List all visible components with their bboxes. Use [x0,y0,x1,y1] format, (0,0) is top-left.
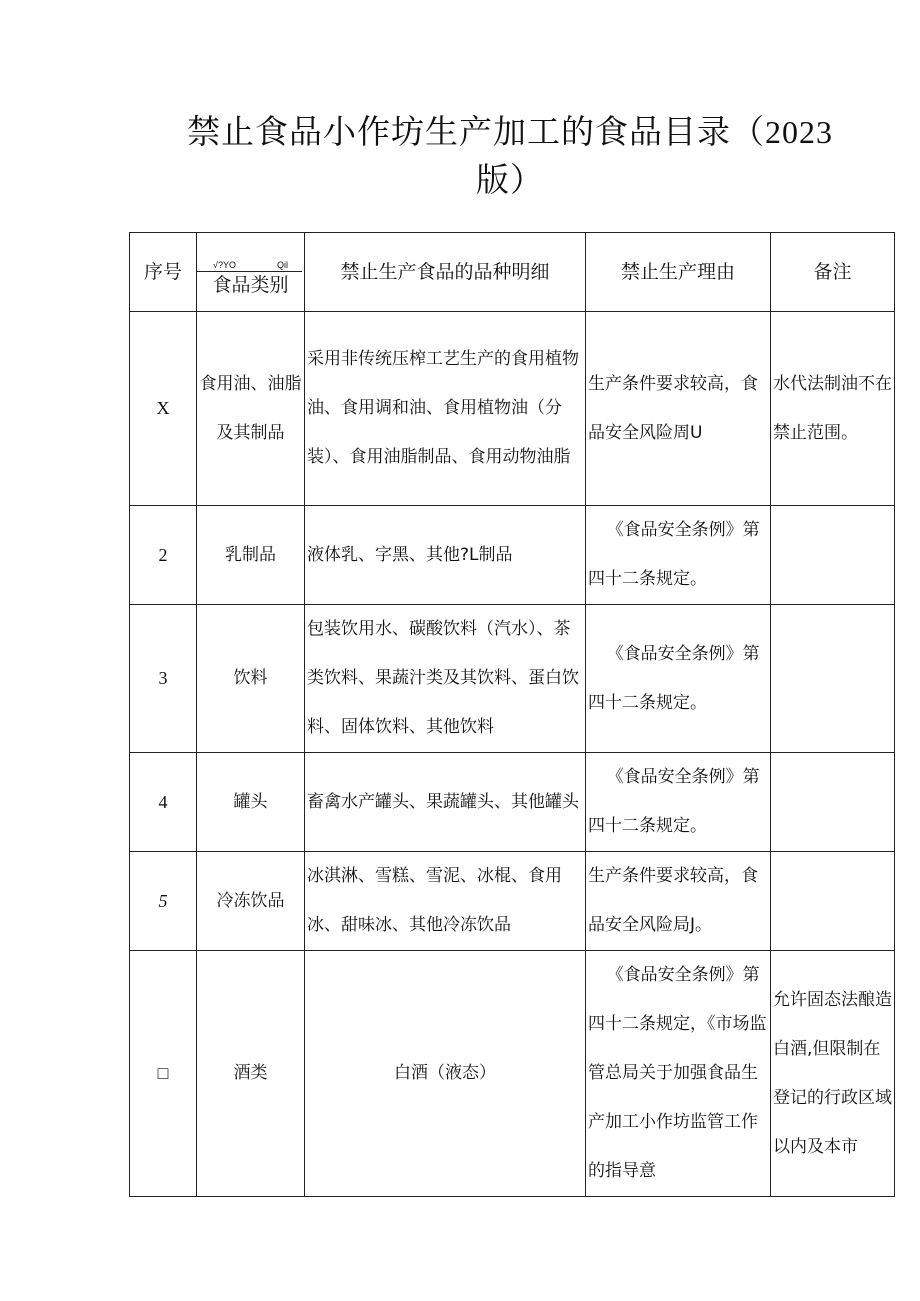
garble-right: Qil [277,260,288,270]
table-row [130,312,895,506]
table-row [130,605,895,753]
row-detail: 包装饮用水、碳酸饮料（汽水）、茶类饮料、果蔬汁类及其饮料、蛋白饮料、固体饮料、其他饮料 [305,605,586,753]
row-detail: 冰淇淋、雪糕、雪泥、冰棍、食用冰、甜味冰、其他冷冻饮品 [305,852,586,951]
header-garbled-text [197,259,302,272]
row-category: 饮料 [197,605,305,753]
garble-left: √?YO [213,260,236,270]
row-index: 3 [130,605,197,753]
row-index: X [130,312,197,506]
document-title [150,108,870,204]
header-index: 序号 [130,233,197,312]
row-note [771,605,895,753]
row-reason: 《食品安全条例》第四十二条规定。 [586,506,771,605]
header-category: 食品类别 [212,274,289,296]
row-reason: 《食品安全条例》第四十二条规定。 [586,753,771,852]
header-note: 备注 [771,233,895,312]
row-reason: 《食品安全条例》第四十二条规定，《市场监管总局关于加强食品生产加工小作坊监管工作的指导意 [586,951,771,1197]
row-category: 酒类 [197,951,305,1197]
row-detail: 白酒（液态） [305,951,586,1197]
row-note [771,852,895,951]
row-note [771,506,895,605]
row-note: 允许固态法酿造白酒,但限制在登记的行政区域以内及本市 [771,951,895,1197]
table-row [130,753,895,852]
row-note [771,753,895,852]
title-line-1 [150,108,870,156]
row-index: 4 [130,753,197,852]
row-index: □ [130,951,197,1197]
table-row [130,506,895,605]
row-reason: 生产条件要求较高，食品安全风险周U [586,312,771,506]
header-reason: 禁止生产理由 [586,233,771,312]
table-header-row [130,233,895,312]
row-category: 罐头 [197,753,305,852]
row-category: 食用油、油脂及其制品 [197,312,305,506]
row-index: 2 [130,506,197,605]
row-reason: 《食品安全条例》第四十二条规定。 [586,605,771,753]
row-detail: 采用非传统压榨工艺生产的食用植物油、食用调和油、食用植物油（分装）、食用油脂制品、食用动物油脂 [305,312,586,506]
title-line-2: 版） [476,160,544,199]
row-category: 冷冻饮品 [197,852,305,951]
food-catalog-table [129,232,895,1197]
row-index: 5 [130,852,197,951]
row-reason: 生产条件要求较高，食品安全风险局J。 [586,852,771,951]
row-category: 乳制品 [197,506,305,605]
header-detail: 禁止生产食品的品种明细 [305,233,586,312]
row-note: 水代法制油不在禁止范围。 [771,312,895,506]
table-row [130,951,895,1197]
header-category-cell [197,233,305,312]
title-year: 2023 [765,114,833,150]
row-detail: 液体乳、字黑、其他?L制品 [305,506,586,605]
row-detail: 畜禽水产罐头、果蔬罐头、其他罐头 [305,753,586,852]
table-row [130,852,895,951]
title-text: 禁止食品小作坊生产加工的食品目录（ [187,112,765,151]
